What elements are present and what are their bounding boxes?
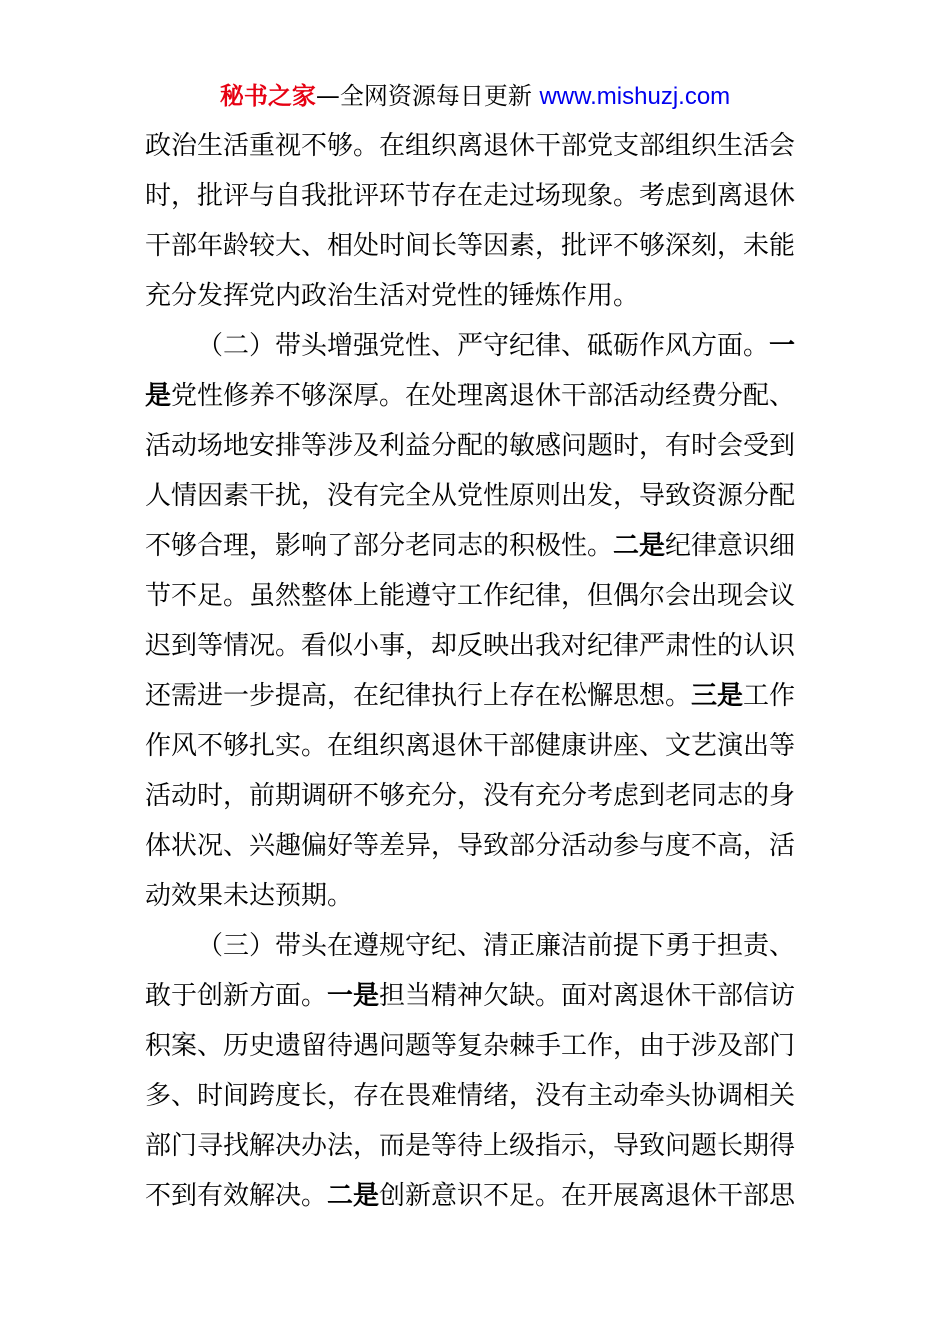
text-segment: 动效果未达预期。 xyxy=(145,881,354,911)
text-segment: 干部年龄较大、相处时间长等因素，批评不够深刻，未能 xyxy=(145,231,796,261)
text-segment: 积案、历史遗留待遇问题等复杂棘手工作，由于涉及部门 xyxy=(145,1031,796,1061)
text-line xyxy=(145,1021,810,1071)
text-line xyxy=(145,121,810,171)
document-body xyxy=(145,121,810,1221)
text-line xyxy=(145,621,810,671)
text-line xyxy=(145,171,810,221)
text-line xyxy=(145,1121,810,1171)
text-segment: 人情因素干扰，没有完全从党性原则出发，导致资源分配 xyxy=(145,481,796,511)
text-segment: 政治生活重视不够。在组织离退休干部党支部组织生活会 xyxy=(145,131,796,161)
text-line xyxy=(145,521,810,571)
section-heading-line xyxy=(145,321,810,371)
text-segment: 活动时，前期调研不够充分，没有充分考虑到老同志的身 xyxy=(145,781,796,811)
text-segment: 作风不够扎实。在组织离退休干部健康讲座、文艺演出等 xyxy=(145,731,796,761)
text-segment: 迟到等情况。看似小事，却反映出我对纪律严肃性的认识 xyxy=(145,631,796,661)
text-segment: 工作 xyxy=(743,681,796,711)
text-segment: 活动场地安排等涉及利益分配的敏感问题时，有时会受到 xyxy=(145,431,796,461)
site-url[interactable]: www.mishuzj.com xyxy=(539,83,731,110)
text-line xyxy=(145,571,810,621)
text-segment: 体状况、兴趣偏好等差异，导致部分活动参与度不高，活 xyxy=(145,831,796,861)
section-heading-line xyxy=(145,921,810,971)
text-line xyxy=(145,421,810,471)
text-segment: 纪律意识细 xyxy=(665,531,796,561)
text-segment: 党性修养不够深厚。在处理离退休干部活动经费分配、 xyxy=(171,381,796,411)
brand-name: 秘书之家 xyxy=(219,82,316,110)
text-line xyxy=(145,1171,810,1221)
text-line xyxy=(145,271,810,321)
text-line xyxy=(145,671,810,721)
bold-marker: 一 xyxy=(769,331,796,361)
text-line xyxy=(145,721,810,771)
text-segment: 时，批评与自我批评环节存在走过场现象。考虑到离退休 xyxy=(145,181,796,211)
text-segment: 不够合理，影响了部分老同志的积极性。 xyxy=(145,531,614,561)
text-line xyxy=(145,1071,810,1121)
text-segment: 节不足。虽然整体上能遵守工作纪律，但偶尔会出现会议 xyxy=(145,581,796,611)
text-segment: （二）带头增强党性、严守纪律、砥砺作风方面。 xyxy=(197,331,770,361)
text-segment: （三）带头在遵规守纪、清正廉洁前提下勇于担责、 xyxy=(197,931,796,961)
text-line xyxy=(145,871,810,921)
text-segment: 多、时间跨度长，存在畏难情绪，没有主动牵头协调相关 xyxy=(145,1081,796,1111)
text-segment: 不到有效解决。 xyxy=(145,1181,328,1211)
text-segment: 还需进一步提高，在纪律执行上存在松懈思想。 xyxy=(145,681,692,711)
site-tagline: —全网资源每日更新 xyxy=(315,82,540,110)
text-segment: 担当精神欠缺。面对离退休干部信访 xyxy=(379,981,796,1011)
text-line xyxy=(145,221,810,271)
text-segment: 创新意识不足。在开展离退休干部思 xyxy=(379,1181,796,1211)
text-line xyxy=(145,771,810,821)
text-line xyxy=(145,471,810,521)
text-line xyxy=(145,821,810,871)
bold-marker: 是 xyxy=(145,381,172,411)
bold-marker: 一是 xyxy=(327,981,380,1011)
site-header xyxy=(0,80,950,113)
bold-marker: 二是 xyxy=(327,1181,380,1211)
bold-marker: 二是 xyxy=(613,531,666,561)
text-line xyxy=(145,971,810,1021)
text-segment: 充分发挥党内政治生活对党性的锤炼作用。 xyxy=(145,281,640,311)
text-segment: 部门寻找解决办法，而是等待上级指示，导致问题长期得 xyxy=(145,1131,796,1161)
bold-marker: 三是 xyxy=(691,681,744,711)
text-segment: 敢于创新方面。 xyxy=(145,981,328,1011)
text-line xyxy=(145,371,810,421)
